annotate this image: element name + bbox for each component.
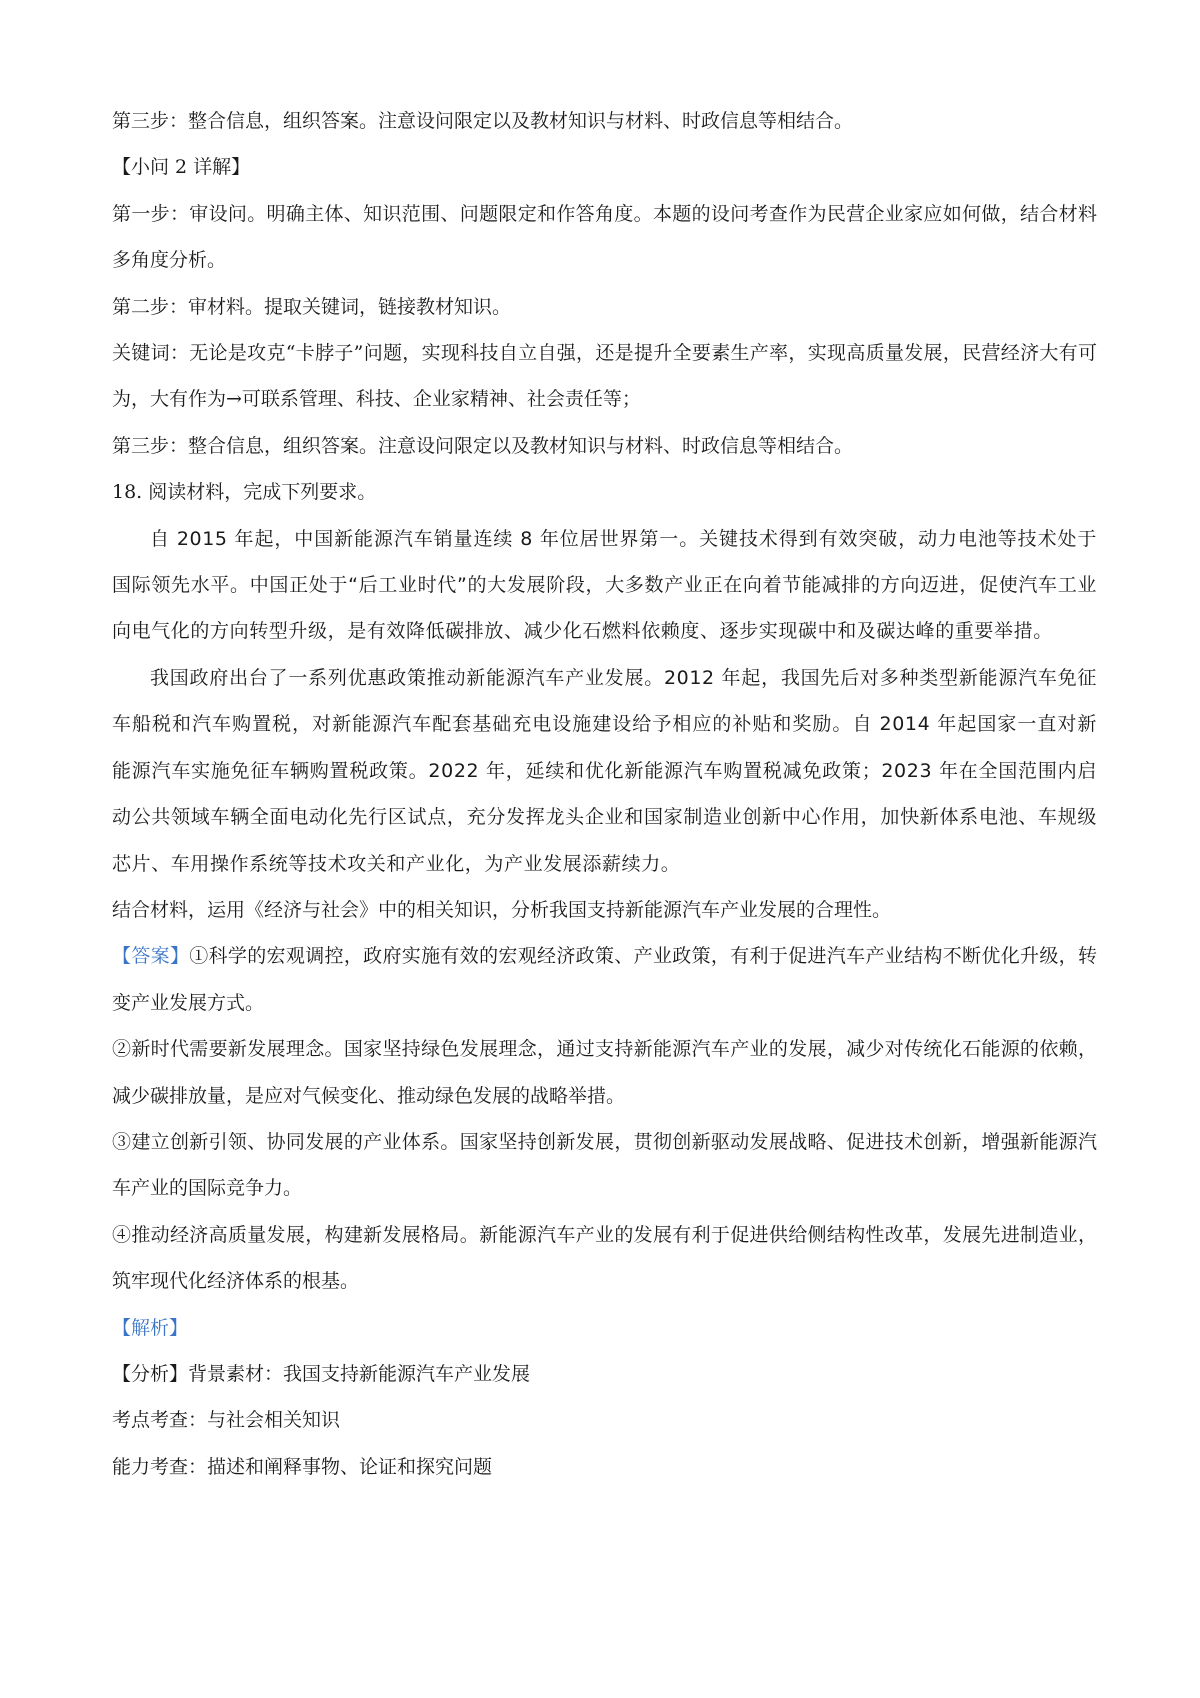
keywords-paragraph: 关键词：无论是攻克“卡脖子”问题，实现科技自立自强，还是提升全要素生产率，实现高质量发展，民营经济大有可为，大有作为→可联系管理、科技、企业家精神、社会责任等；: [112, 342, 1097, 411]
analysis-tag: 【解析】: [112, 1316, 189, 1339]
question-18-title: 18. 阅读材料，完成下列要求。: [112, 481, 377, 504]
material-paragraph-2: 我国政府出台了一系列优惠政策推动新能源汽车产业发展。2012 年起，我国先后对多种类型新能源汽车免征车船税和汽车购置税，对新能源汽车配套基础充电设施建设给予相应的补贴和奖励。自 2014 年起国家一直对新能源汽车实施免征车辆购置税政策。2022 年，延续和优化新能源汽车购置税减免政策；2023 年在全国范围内启动公共领域车辆全面电动化先行区试点，充分发挥龙头企业和国家制造业创新中心作用，加快新体系电池、车规级芯片、车用操作系统等技术攻关和产业化，为产业发展添薪续力。: [112, 666, 1097, 875]
answer-item-2: ②新时代需要新发展理念。国家坚持绿色发展理念，通过支持新能源汽车产业的发展，减少对传统化石能源的依赖，减少碳排放量，是应对气候变化、推动绿色发展的战略举措。: [112, 1038, 1097, 1107]
analysis-test-point: 考点考查：与社会相关知识: [112, 1409, 341, 1432]
document-content: [112, 98, 1097, 1490]
answer-item-1-text: ①科学的宏观调控，政府实施有效的宏观经济政策、产业政策，有利于促进汽车产业结构不断优化升级，转变产业发展方式。: [112, 945, 1097, 1014]
question-prompt: 结合材料，运用《经济与社会》中的相关知识，分析我国支持新能源汽车产业发展的合理性。: [112, 898, 892, 921]
step-two-line: 第二步：审材料。提取关键词，链接教材知识。: [112, 295, 512, 318]
analysis-background: 【分析】背景素材：我国支持新能源汽车产业发展: [112, 1362, 531, 1385]
analysis-ability: 能力考查：描述和阐释事物、论证和探究问题: [112, 1455, 493, 1478]
step-three-line: 第三步：整合信息，组织答案。注意设问限定以及教材知识与材料、时政信息等相结合。: [112, 110, 854, 132]
sub-question-2-header: 【小问 2 详解】: [112, 156, 251, 179]
answer-item-4: ④推动经济高质量发展，构建新发展格局。新能源汽车产业的发展有利于促进供给侧结构性改革，发展先进制造业，筑牢现代化经济体系的根基。: [112, 1223, 1097, 1293]
step-one-paragraph: 第一步：审设问。明确主体、知识范围、问题限定和作答角度。本题的设问考查作为民营企业家应如何做，结合材料多角度分析。: [112, 202, 1097, 272]
answer-item-3: ③建立创新引领、协同发展的产业体系。国家坚持创新发展，贯彻创新驱动发展战略、促进技术创新，增强新能源汽车产业的国际竞争力。: [112, 1130, 1097, 1200]
step-three-line-2: 第三步：整合信息，组织答案。注意设问限定以及教材知识与材料、时政信息等相结合。: [112, 434, 854, 457]
answer-item-1: [112, 933, 1097, 1026]
material-paragraph-1: 自 2015 年起，中国新能源汽车销量连续 8 年位居世界第一。关键技术得到有效突破，动力电池等技术处于国际领先水平。中国正处于“后工业时代”的大发展阶段，大多数产业正在向着节能减排的方向迈进，促使汽车工业向电气化的方向转型升级，是有效降低碳排放、减少化石燃料依赖度、逐步实现碳中和及碳达峰的重要举措。: [112, 527, 1097, 643]
answer-tag: 【答案】: [112, 945, 190, 968]
